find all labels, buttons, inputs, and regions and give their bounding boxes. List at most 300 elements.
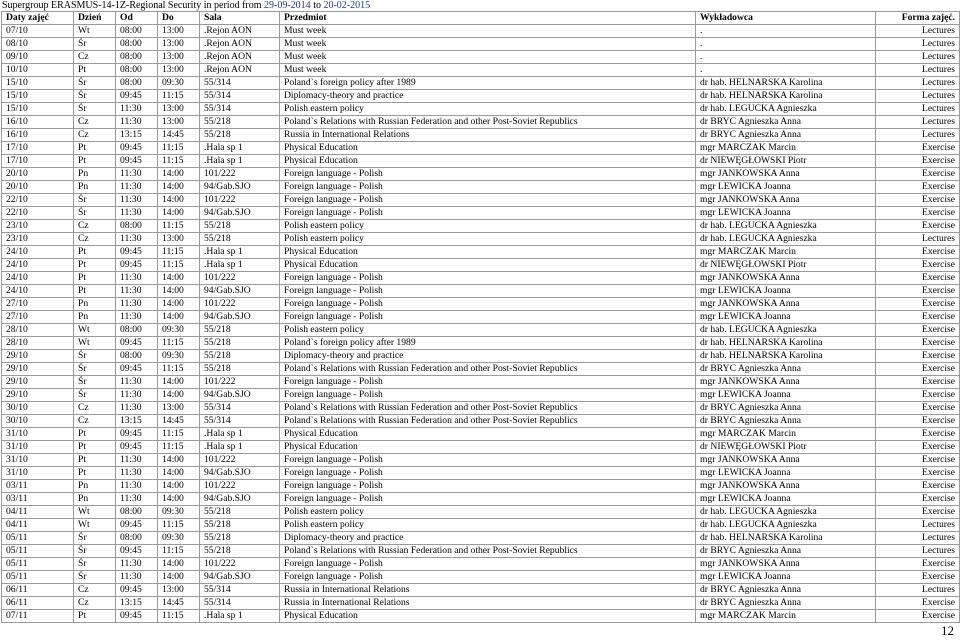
cell-lecturer: dr BRYC Agnieszka Anna <box>696 584 876 597</box>
cell-day: Cz <box>74 116 116 129</box>
cell-from: 11:30 <box>116 298 158 311</box>
cell-day: Pt <box>74 155 116 168</box>
cell-lecturer: mgr LEWICKA Joanna <box>696 207 876 220</box>
cell-to: 09:30 <box>158 324 200 337</box>
cell-form: Exercise <box>876 350 960 363</box>
cell-from: 08:00 <box>116 220 158 233</box>
cell-room: 94/Gab.SJO <box>200 285 280 298</box>
cell-room: 94/Gab.SJO <box>200 389 280 402</box>
cell-room: 101/222 <box>200 194 280 207</box>
cell-date: 24/10 <box>2 285 74 298</box>
cell-day: Śr <box>74 207 116 220</box>
cell-lecturer: dr BRYC Agnieszka Anna <box>696 545 876 558</box>
cell-lecturer: dr hab. LEGUCKA Agnieszka <box>696 233 876 246</box>
header-date: Daty zajęć <box>2 12 74 25</box>
table-row <box>2 480 960 493</box>
table-row <box>2 64 960 77</box>
cell-day: Pn <box>74 298 116 311</box>
table-row <box>2 610 960 623</box>
cell-room: .Rejon AON <box>200 51 280 64</box>
cell-form: Exercise <box>876 363 960 376</box>
cell-date: 28/10 <box>2 337 74 350</box>
cell-lecturer: mgr LEWICKA Joanna <box>696 285 876 298</box>
cell-date: 06/11 <box>2 584 74 597</box>
table-row <box>2 519 960 532</box>
cell-subject: Foreign language - Polish <box>280 389 696 402</box>
cell-lecturer: dr NIEWĘGŁOWSKI Piotr <box>696 441 876 454</box>
cell-form: Exercise <box>876 454 960 467</box>
cell-subject: Polish eastern policy <box>280 519 696 532</box>
cell-to: 14:45 <box>158 415 200 428</box>
cell-form: Exercise <box>876 155 960 168</box>
cell-to: 11:15 <box>158 337 200 350</box>
table-row <box>2 51 960 64</box>
cell-from: 09:45 <box>116 337 158 350</box>
cell-room: 55/218 <box>200 532 280 545</box>
cell-from: 11:30 <box>116 207 158 220</box>
header-day: Dzień <box>74 12 116 25</box>
cell-lecturer: dr BRYC Agnieszka Anna <box>696 415 876 428</box>
cell-subject: Polish eastern policy <box>280 324 696 337</box>
cell-date: 16/10 <box>2 129 74 142</box>
header-form: Forma zajęć. <box>876 12 960 25</box>
cell-date: 29/10 <box>2 350 74 363</box>
cell-day: Pt <box>74 467 116 480</box>
cell-subject: Russia in International Relations <box>280 584 696 597</box>
cell-date: 27/10 <box>2 311 74 324</box>
cell-lecturer: mgr LEWICKA Joanna <box>696 571 876 584</box>
cell-date: 22/10 <box>2 207 74 220</box>
cell-day: Śr <box>74 90 116 103</box>
cell-date: 30/10 <box>2 415 74 428</box>
cell-to: 13:00 <box>158 64 200 77</box>
cell-lecturer: mgr JANKOWSKA Anna <box>696 454 876 467</box>
cell-room: 94/Gab.SJO <box>200 311 280 324</box>
cell-lecturer: dr hab. LEGUCKA Agnieszka <box>696 506 876 519</box>
cell-form: Exercise <box>876 480 960 493</box>
cell-lecturer: . <box>696 25 876 38</box>
cell-to: 14:00 <box>158 480 200 493</box>
cell-form: Exercise <box>876 441 960 454</box>
cell-lecturer: dr hab. HELNARSKA Karolina <box>696 532 876 545</box>
cell-day: Śr <box>74 389 116 402</box>
table-row <box>2 311 960 324</box>
cell-form: Lectures <box>876 545 960 558</box>
cell-to: 13:00 <box>158 584 200 597</box>
cell-form: Exercise <box>876 311 960 324</box>
cell-subject: Foreign language - Polish <box>280 571 696 584</box>
cell-date: 05/11 <box>2 558 74 571</box>
cell-form: Exercise <box>876 389 960 402</box>
cell-date: 29/10 <box>2 389 74 402</box>
cell-date: 24/10 <box>2 246 74 259</box>
cell-day: Śr <box>74 103 116 116</box>
cell-to: 14:00 <box>158 194 200 207</box>
table-row <box>2 597 960 610</box>
cell-subject: Physical Education <box>280 246 696 259</box>
cell-subject: Poland`s Relations with Russian Federation and other Post-Soviet Republics <box>280 363 696 376</box>
cell-to: 13:00 <box>158 103 200 116</box>
cell-room: .Hala sp 1 <box>200 246 280 259</box>
cell-lecturer: mgr LEWICKA Joanna <box>696 467 876 480</box>
cell-from: 09:45 <box>116 246 158 259</box>
table-row <box>2 363 960 376</box>
cell-lecturer: . <box>696 64 876 77</box>
cell-form: Lectures <box>876 51 960 64</box>
cell-to: 11:15 <box>158 90 200 103</box>
cell-subject: Must week <box>280 64 696 77</box>
cell-from: 11:30 <box>116 116 158 129</box>
cell-from: 11:30 <box>116 181 158 194</box>
cell-day: Śr <box>74 532 116 545</box>
cell-form: Exercise <box>876 168 960 181</box>
table-row <box>2 558 960 571</box>
cell-lecturer: dr hab. HELNARSKA Karolina <box>696 350 876 363</box>
cell-day: Pt <box>74 428 116 441</box>
cell-room: 94/Gab.SJO <box>200 207 280 220</box>
cell-form: Lectures <box>876 116 960 129</box>
cell-room: 55/218 <box>200 350 280 363</box>
cell-day: Cz <box>74 402 116 415</box>
cell-room: 55/314 <box>200 90 280 103</box>
cell-lecturer: dr hab. LEGUCKA Agnieszka <box>696 324 876 337</box>
cell-form: Exercise <box>876 493 960 506</box>
cell-to: 14:00 <box>158 467 200 480</box>
cell-lecturer: mgr JANKOWSKA Anna <box>696 272 876 285</box>
cell-from: 11:30 <box>116 376 158 389</box>
cell-to: 11:15 <box>158 441 200 454</box>
cell-room: .Hala sp 1 <box>200 610 280 623</box>
cell-room: .Hala sp 1 <box>200 428 280 441</box>
cell-subject: Physical Education <box>280 428 696 441</box>
cell-form: Exercise <box>876 142 960 155</box>
cell-from: 08:00 <box>116 350 158 363</box>
cell-to: 13:00 <box>158 25 200 38</box>
cell-subject: Foreign language - Polish <box>280 194 696 207</box>
cell-room: 101/222 <box>200 376 280 389</box>
cell-room: 55/218 <box>200 519 280 532</box>
header-room: Sala <box>200 12 280 25</box>
cell-subject: Physical Education <box>280 259 696 272</box>
cell-from: 08:00 <box>116 38 158 51</box>
cell-subject: Foreign language - Polish <box>280 298 696 311</box>
cell-lecturer: dr BRYC Agnieszka Anna <box>696 363 876 376</box>
cell-room: .Rejon AON <box>200 38 280 51</box>
table-row <box>2 415 960 428</box>
cell-room: 55/314 <box>200 77 280 90</box>
cell-form: Exercise <box>876 610 960 623</box>
cell-from: 11:30 <box>116 389 158 402</box>
table-row <box>2 545 960 558</box>
cell-form: Exercise <box>876 207 960 220</box>
cell-subject: Diplomacy-theory and practice <box>280 532 696 545</box>
cell-date: 15/10 <box>2 77 74 90</box>
cell-date: 15/10 <box>2 103 74 116</box>
cell-room: 101/222 <box>200 272 280 285</box>
cell-from: 11:30 <box>116 194 158 207</box>
cell-to: 14:45 <box>158 129 200 142</box>
table-row <box>2 90 960 103</box>
table-row <box>2 324 960 337</box>
cell-to: 11:15 <box>158 259 200 272</box>
cell-from: 11:30 <box>116 103 158 116</box>
cell-day: Pn <box>74 493 116 506</box>
cell-room: .Hala sp 1 <box>200 259 280 272</box>
cell-day: Pt <box>74 259 116 272</box>
cell-form: Exercise <box>876 467 960 480</box>
table-row <box>2 77 960 90</box>
cell-from: 08:00 <box>116 25 158 38</box>
cell-day: Pt <box>74 454 116 467</box>
table-row <box>2 181 960 194</box>
cell-day: Pt <box>74 610 116 623</box>
cell-subject: Must week <box>280 25 696 38</box>
table-row <box>2 207 960 220</box>
cell-form: Exercise <box>876 324 960 337</box>
cell-day: Pt <box>74 246 116 259</box>
cell-date: 05/11 <box>2 532 74 545</box>
table-row <box>2 571 960 584</box>
table-row <box>2 337 960 350</box>
table-row <box>2 272 960 285</box>
cell-day: Pn <box>74 181 116 194</box>
cell-room: 101/222 <box>200 454 280 467</box>
cell-date: 24/10 <box>2 259 74 272</box>
table-header-row <box>2 12 960 25</box>
cell-room: 55/218 <box>200 324 280 337</box>
cell-date: 31/10 <box>2 467 74 480</box>
cell-form: Lectures <box>876 584 960 597</box>
cell-subject: Physical Education <box>280 155 696 168</box>
table-row <box>2 532 960 545</box>
cell-to: 14:00 <box>158 376 200 389</box>
cell-lecturer: mgr MARCZAK Marcin <box>696 428 876 441</box>
cell-from: 08:00 <box>116 506 158 519</box>
cell-date: 05/11 <box>2 571 74 584</box>
cell-to: 14:00 <box>158 454 200 467</box>
cell-lecturer: dr hab. LEGUCKA Agnieszka <box>696 220 876 233</box>
period-to-label: to <box>310 0 324 11</box>
cell-from: 09:45 <box>116 90 158 103</box>
cell-to: 09:30 <box>158 532 200 545</box>
cell-lecturer: dr BRYC Agnieszka Anna <box>696 116 876 129</box>
cell-lecturer: dr BRYC Agnieszka Anna <box>696 129 876 142</box>
cell-date: 22/10 <box>2 194 74 207</box>
cell-day: Śr <box>74 363 116 376</box>
cell-lecturer: dr hab. HELNARSKA Karolina <box>696 77 876 90</box>
cell-from: 11:30 <box>116 168 158 181</box>
cell-from: 09:45 <box>116 155 158 168</box>
cell-room: .Rejon AON <box>200 64 280 77</box>
table-row <box>2 233 960 246</box>
cell-subject: Foreign language - Polish <box>280 272 696 285</box>
cell-form: Lectures <box>876 90 960 103</box>
cell-day: Cz <box>74 129 116 142</box>
cell-to: 11:15 <box>158 519 200 532</box>
cell-date: 03/11 <box>2 493 74 506</box>
schedule-title <box>0 0 960 11</box>
cell-room: 94/Gab.SJO <box>200 571 280 584</box>
cell-from: 13:15 <box>116 597 158 610</box>
cell-from: 08:00 <box>116 324 158 337</box>
cell-to: 13:00 <box>158 51 200 64</box>
cell-form: Exercise <box>876 415 960 428</box>
cell-lecturer: mgr JANKOWSKA Anna <box>696 558 876 571</box>
table-row <box>2 285 960 298</box>
cell-day: Pn <box>74 311 116 324</box>
schedule-table <box>1 11 960 623</box>
cell-from: 11:30 <box>116 571 158 584</box>
cell-subject: Poland`s foreign policy after 1989 <box>280 337 696 350</box>
header-to: Do <box>158 12 200 25</box>
table-row <box>2 506 960 519</box>
cell-form: Exercise <box>876 597 960 610</box>
cell-room: 55/218 <box>200 116 280 129</box>
cell-to: 14:00 <box>158 311 200 324</box>
cell-lecturer: mgr MARCZAK Marcin <box>696 246 876 259</box>
period-start: 29-09-2014 <box>264 0 311 11</box>
cell-to: 14:45 <box>158 597 200 610</box>
cell-subject: Diplomacy-theory and practice <box>280 350 696 363</box>
cell-from: 11:30 <box>116 467 158 480</box>
cell-subject: Polish eastern policy <box>280 103 696 116</box>
table-row <box>2 467 960 480</box>
cell-to: 11:15 <box>158 610 200 623</box>
cell-day: Cz <box>74 584 116 597</box>
table-row <box>2 376 960 389</box>
cell-to: 09:30 <box>158 506 200 519</box>
cell-date: 03/11 <box>2 480 74 493</box>
cell-to: 14:00 <box>158 558 200 571</box>
cell-from: 09:45 <box>116 142 158 155</box>
cell-day: Śr <box>74 38 116 51</box>
cell-room: 101/222 <box>200 298 280 311</box>
cell-date: 06/11 <box>2 597 74 610</box>
cell-room: 55/314 <box>200 584 280 597</box>
cell-form: Exercise <box>876 376 960 389</box>
cell-day: Pt <box>74 272 116 285</box>
cell-to: 11:15 <box>158 428 200 441</box>
cell-date: 16/10 <box>2 116 74 129</box>
cell-form: Exercise <box>876 259 960 272</box>
cell-to: 13:00 <box>158 233 200 246</box>
cell-to: 11:15 <box>158 363 200 376</box>
cell-form: Lectures <box>876 532 960 545</box>
cell-lecturer: dr hab. HELNARSKA Karolina <box>696 337 876 350</box>
cell-to: 13:00 <box>158 38 200 51</box>
cell-from: 09:45 <box>116 519 158 532</box>
cell-lecturer: mgr JANKOWSKA Anna <box>696 194 876 207</box>
cell-room: 55/314 <box>200 415 280 428</box>
cell-day: Cz <box>74 415 116 428</box>
cell-date: 24/10 <box>2 272 74 285</box>
cell-to: 14:00 <box>158 389 200 402</box>
cell-day: Pt <box>74 441 116 454</box>
cell-subject: Foreign language - Polish <box>280 467 696 480</box>
cell-day: Cz <box>74 220 116 233</box>
cell-room: 55/218 <box>200 220 280 233</box>
cell-to: 14:00 <box>158 207 200 220</box>
cell-lecturer: dr BRYC Agnieszka Anna <box>696 597 876 610</box>
header-lecturer: Wykładowca <box>696 12 876 25</box>
cell-room: 55/314 <box>200 103 280 116</box>
cell-day: Pt <box>74 285 116 298</box>
cell-lecturer: . <box>696 38 876 51</box>
cell-day: Pt <box>74 142 116 155</box>
period-end: 20-02-2015 <box>323 0 371 11</box>
cell-room: .Hala sp 1 <box>200 441 280 454</box>
cell-form: Exercise <box>876 298 960 311</box>
cell-day: Cz <box>74 597 116 610</box>
cell-date: 27/10 <box>2 298 74 311</box>
cell-from: 11:30 <box>116 480 158 493</box>
cell-form: Exercise <box>876 558 960 571</box>
cell-subject: Polish eastern policy <box>280 220 696 233</box>
group-name: Supergroup ERASMUS-14-1Z-Regional Security <box>2 0 202 11</box>
table-row <box>2 155 960 168</box>
cell-lecturer: dr hab. HELNARSKA Karolina <box>696 90 876 103</box>
table-row <box>2 298 960 311</box>
cell-date: 31/10 <box>2 454 74 467</box>
cell-day: Cz <box>74 233 116 246</box>
cell-lecturer: mgr LEWICKA Joanna <box>696 181 876 194</box>
cell-room: 55/314 <box>200 597 280 610</box>
cell-from: 08:00 <box>116 77 158 90</box>
cell-room: 55/218 <box>200 363 280 376</box>
cell-date: 09/10 <box>2 51 74 64</box>
cell-form: Exercise <box>876 337 960 350</box>
cell-to: 09:30 <box>158 350 200 363</box>
cell-date: 04/11 <box>2 506 74 519</box>
cell-to: 11:15 <box>158 155 200 168</box>
cell-date: 31/10 <box>2 441 74 454</box>
page-number: 12 <box>941 623 954 638</box>
cell-date: 28/10 <box>2 324 74 337</box>
cell-to: 13:00 <box>158 402 200 415</box>
cell-from: 08:00 <box>116 51 158 64</box>
cell-date: 17/10 <box>2 155 74 168</box>
table-row <box>2 116 960 129</box>
cell-date: 05/11 <box>2 545 74 558</box>
cell-form: Lectures <box>876 38 960 51</box>
cell-subject: Russia in International Relations <box>280 129 696 142</box>
cell-lecturer: mgr JANKOWSKA Anna <box>696 168 876 181</box>
cell-day: Wt <box>74 324 116 337</box>
cell-form: Exercise <box>876 272 960 285</box>
cell-lecturer: mgr LEWICKA Joanna <box>696 389 876 402</box>
cell-subject: Must week <box>280 51 696 64</box>
table-row <box>2 389 960 402</box>
cell-subject: Poland`s foreign policy after 1989 <box>280 77 696 90</box>
cell-day: Śr <box>74 194 116 207</box>
cell-to: 11:15 <box>158 545 200 558</box>
cell-from: 08:00 <box>116 532 158 545</box>
cell-from: 09:45 <box>116 259 158 272</box>
cell-subject: Physical Education <box>280 142 696 155</box>
table-row <box>2 220 960 233</box>
cell-subject: Foreign language - Polish <box>280 376 696 389</box>
cell-from: 11:30 <box>116 272 158 285</box>
cell-form: Exercise <box>876 246 960 259</box>
cell-lecturer: mgr MARCZAK Marcin <box>696 610 876 623</box>
cell-subject: Polish eastern policy <box>280 233 696 246</box>
cell-to: 14:00 <box>158 571 200 584</box>
cell-room: 55/314 <box>200 402 280 415</box>
cell-room: 55/218 <box>200 129 280 142</box>
table-row <box>2 142 960 155</box>
table-row <box>2 38 960 51</box>
cell-to: 13:00 <box>158 116 200 129</box>
